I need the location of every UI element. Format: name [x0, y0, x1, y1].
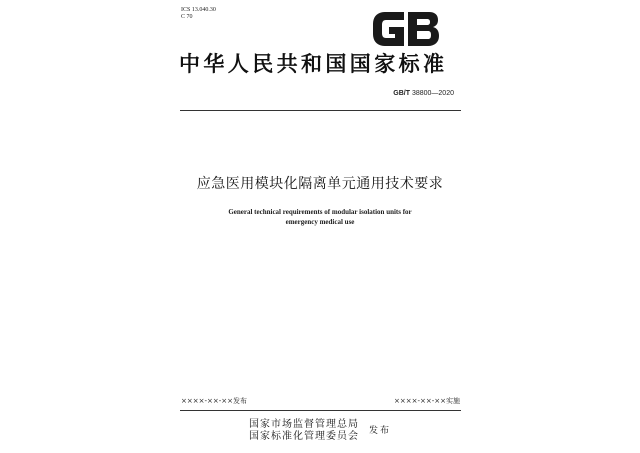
ics-code: ICS 13.040.30 [181, 7, 216, 13]
bottom-divider [180, 410, 461, 411]
english-title [0, 207, 640, 227]
national-standard-heading: 中华人民共和国国家标准 [179, 51, 448, 76]
issued-label: 发布 [369, 426, 392, 436]
chinese-title: 应急医用模块化隔离单元通用技术要求 [196, 176, 444, 192]
issuer-samr: 国家市场监督管理总局 [249, 419, 359, 430]
ccs-code: C 70 [181, 14, 193, 20]
gb-logo-icon [371, 10, 441, 48]
standard-code: 38800—2020 [411, 90, 454, 97]
classification-codes [181, 7, 216, 21]
issue-date: ××××-××-××发布 [181, 397, 247, 405]
standard-number [393, 89, 454, 98]
issuing-authorities [249, 419, 359, 443]
top-divider [180, 110, 461, 111]
english-title-line-1: General technical requirements of modular isolation units for [228, 208, 412, 216]
standard-prefix: GB/T [393, 90, 410, 97]
english-title-line-2: emergency medical use [285, 218, 355, 226]
implementation-date: ××××-××-××实施 [394, 397, 460, 405]
issuer-sac: 国家标准化管理委员会 [249, 431, 359, 442]
